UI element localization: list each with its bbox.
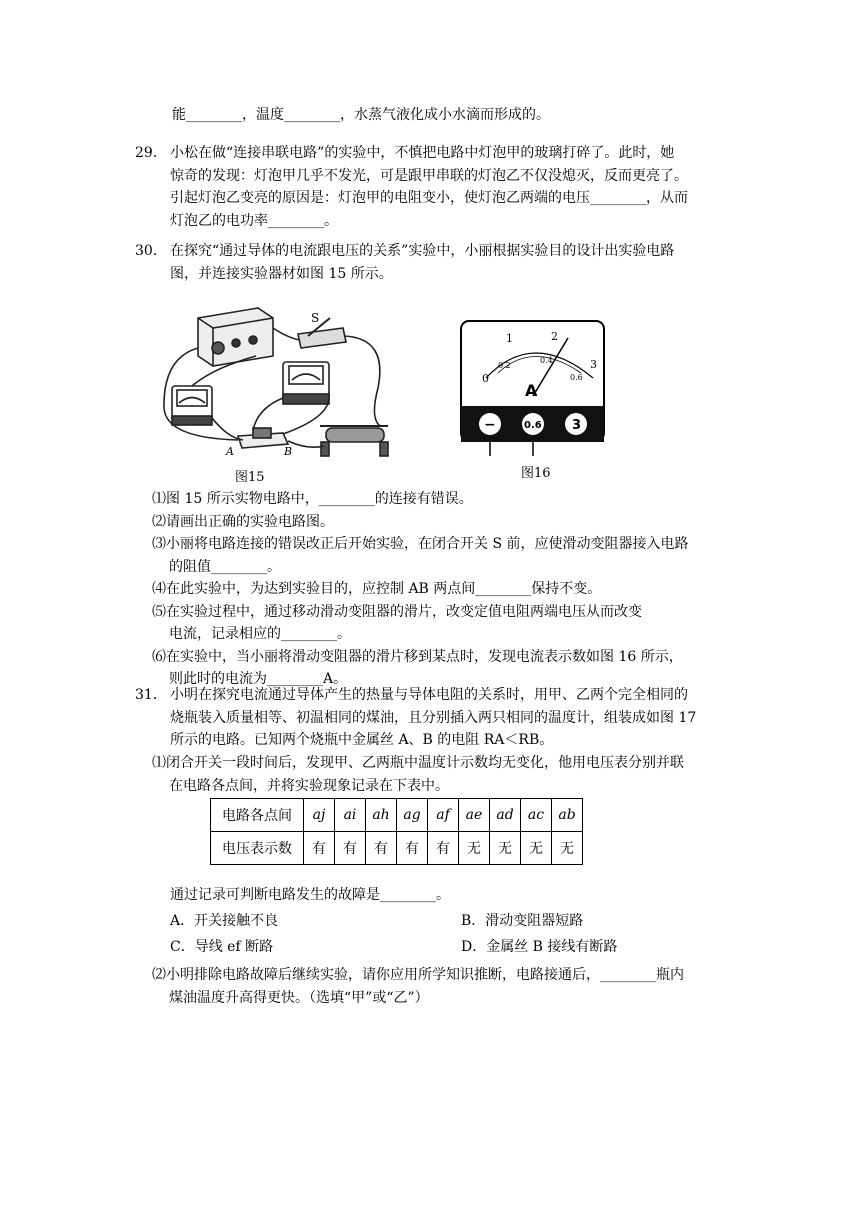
q29-line-1: 小松在做“连接串联电路”的实验中，不慎把电路中灯泡甲的玻璃打碎了。此时，她 xyxy=(170,145,675,161)
q30-line-1: 在探究“通过导体的电流跟电压的关系”实验中，小丽根据实验目的设计出实验电路 xyxy=(170,243,675,259)
reading-cell: 有 xyxy=(335,832,366,865)
scale-bottom-1: 0.2 xyxy=(498,361,511,370)
point-cell: ai xyxy=(335,799,366,832)
point-a-label: A xyxy=(226,445,234,458)
point-cell: ag xyxy=(397,799,428,832)
reading-cell: 有 xyxy=(304,832,335,865)
point-cell: af xyxy=(428,799,459,832)
q30-sub-6-cont: 则此时的电流为________A。 xyxy=(169,671,348,687)
table-head-readings: 电压表示数 xyxy=(211,832,304,865)
q30-sub-4: ⑷在此实验中，为达到实验目的，应控制 AB 两点间________保持不变。 xyxy=(152,581,602,597)
scale-top-1: 1 xyxy=(506,332,513,345)
q30-sub-3-cont: 的阻值________。 xyxy=(169,558,281,575)
reading-cell: 无 xyxy=(490,832,521,865)
scale-top-0: 0 xyxy=(482,372,489,385)
option-a: A．开关接触不良 xyxy=(170,913,279,929)
q31-sub2-line-1: ⑵小明排除电路故障后继续实验，请你应用所学知识推断，电路接通后，________瓶内 xyxy=(152,967,684,983)
terminal-negative: − xyxy=(484,417,496,433)
option-d: D．金属丝 B 接线有断路 xyxy=(461,939,618,955)
q30-sub-5: ⑸在实验过程中，通过移动滑动变阻器的滑片，改变定值电阻两端电压从而改变 xyxy=(152,603,642,620)
q29-line-4: 灯泡乙的电功率________。 xyxy=(170,212,338,229)
question-30-text xyxy=(170,240,674,285)
figure-16-caption: 图16 xyxy=(521,466,551,481)
question-29-number: 29． xyxy=(135,145,167,161)
point-b-label: B xyxy=(284,445,293,458)
point-cell: ah xyxy=(366,799,397,832)
scale-bottom-3: 0.6 xyxy=(570,373,583,382)
option-b: B．滑动变阻器短路 xyxy=(461,913,584,929)
switch-label: S xyxy=(311,311,320,325)
point-cell: ae xyxy=(459,799,490,832)
reading-cell: 有 xyxy=(366,832,397,865)
terminal-0-6: 0.6 xyxy=(524,420,542,431)
scale-top-2: 2 xyxy=(551,330,558,343)
q31-line-3: 所示的电路。已知两个烧瓶中金属丝 A、B 的电阻 RA＜RB。 xyxy=(170,732,554,748)
q31-sub1-line-2: 在电路各点间，并将实验现象记录在下表中。 xyxy=(169,777,449,794)
scale-top-3: 3 xyxy=(590,358,597,371)
voltage-reading-table xyxy=(210,798,583,865)
scale-bottom-2: 0.4 xyxy=(540,356,553,365)
question-29-text xyxy=(170,142,688,232)
reading-cell: 无 xyxy=(521,832,552,865)
option-c: C．导线 ef 断路 xyxy=(170,939,274,955)
q31-sub2-line-2: 煤油温度升高得更快。（选填“甲”或“乙”） xyxy=(169,989,429,1006)
q31-line-1: 小明在探究电流通过导体产生的热量与导体电阻的关系时，用甲、乙两个完全相同的 xyxy=(170,687,688,703)
figure-15-caption: 图15 xyxy=(235,470,265,485)
point-cell: ac xyxy=(521,799,552,832)
continuation-line: 能________，温度________，水蒸气液化成小水滴而形成的。 xyxy=(172,107,550,123)
q30-sub-6: ⑹在实验中，当小丽将滑动变阻器的滑片移到某点时，发现电流表示数如图 16 所示， xyxy=(152,648,683,665)
q31-judge-line: 通过记录可判断电路发生的故障是________。 xyxy=(170,887,450,903)
point-cell: aj xyxy=(304,799,335,832)
figure-15-circuit-illustration xyxy=(158,298,408,468)
table-head-points: 电路各点间 xyxy=(211,799,304,832)
q30-sub-2: ⑵请画出正确的实验电路图。 xyxy=(152,513,334,530)
q29-line-3: 引起灯泡乙变亮的原因是：灯泡甲的电阻变小，使灯泡乙两端的电压________，从而 xyxy=(170,190,688,206)
question-30-number: 30． xyxy=(135,243,167,259)
unit-label: A xyxy=(525,381,538,400)
question-30-subquestions xyxy=(152,488,689,691)
q30-sub-5-cont: 电流，记录相应的________。 xyxy=(169,626,351,642)
table-row-points xyxy=(211,799,583,832)
q30-line-2: 图，并连接实验器材如图 15 所示。 xyxy=(170,265,393,282)
question-31-sub-1 xyxy=(152,752,684,797)
question-31-text xyxy=(170,684,696,752)
reading-cell: 有 xyxy=(428,832,459,865)
reading-cell: 无 xyxy=(552,832,583,865)
q29-line-2: 惊奇的发现：灯泡甲几乎不发光，可是跟甲串联的灯泡乙不仅没熄灭，反而更亮了。 xyxy=(170,167,688,184)
table-row-readings xyxy=(211,832,583,865)
reading-cell: 无 xyxy=(459,832,490,865)
question-31-number: 31． xyxy=(135,687,167,703)
point-cell: ad xyxy=(490,799,521,832)
question-31-sub-2 xyxy=(152,964,684,1009)
point-cell: ab xyxy=(552,799,583,832)
terminal-3: 3 xyxy=(572,418,582,433)
figure-16-ammeter xyxy=(458,318,608,458)
q30-sub-1: ⑴图 15 所示实物电路中，________的连接有错误。 xyxy=(152,491,473,507)
q31-sub1-line-1: ⑴闭合开关一段时间后，发现甲、乙两瓶中温度计示数均无变化，他用电压表分别并联 xyxy=(152,755,684,771)
q30-sub-3: ⑶小丽将电路连接的错误改正后开始实验，在闭合开关 S 前，应使滑动变阻器接入电路 xyxy=(152,536,689,552)
reading-cell: 有 xyxy=(397,832,428,865)
q31-line-2: 烧瓶装入质量相等、初温相同的煤油，且分别插入两只相同的温度计，组装成如图 17 xyxy=(170,709,697,726)
